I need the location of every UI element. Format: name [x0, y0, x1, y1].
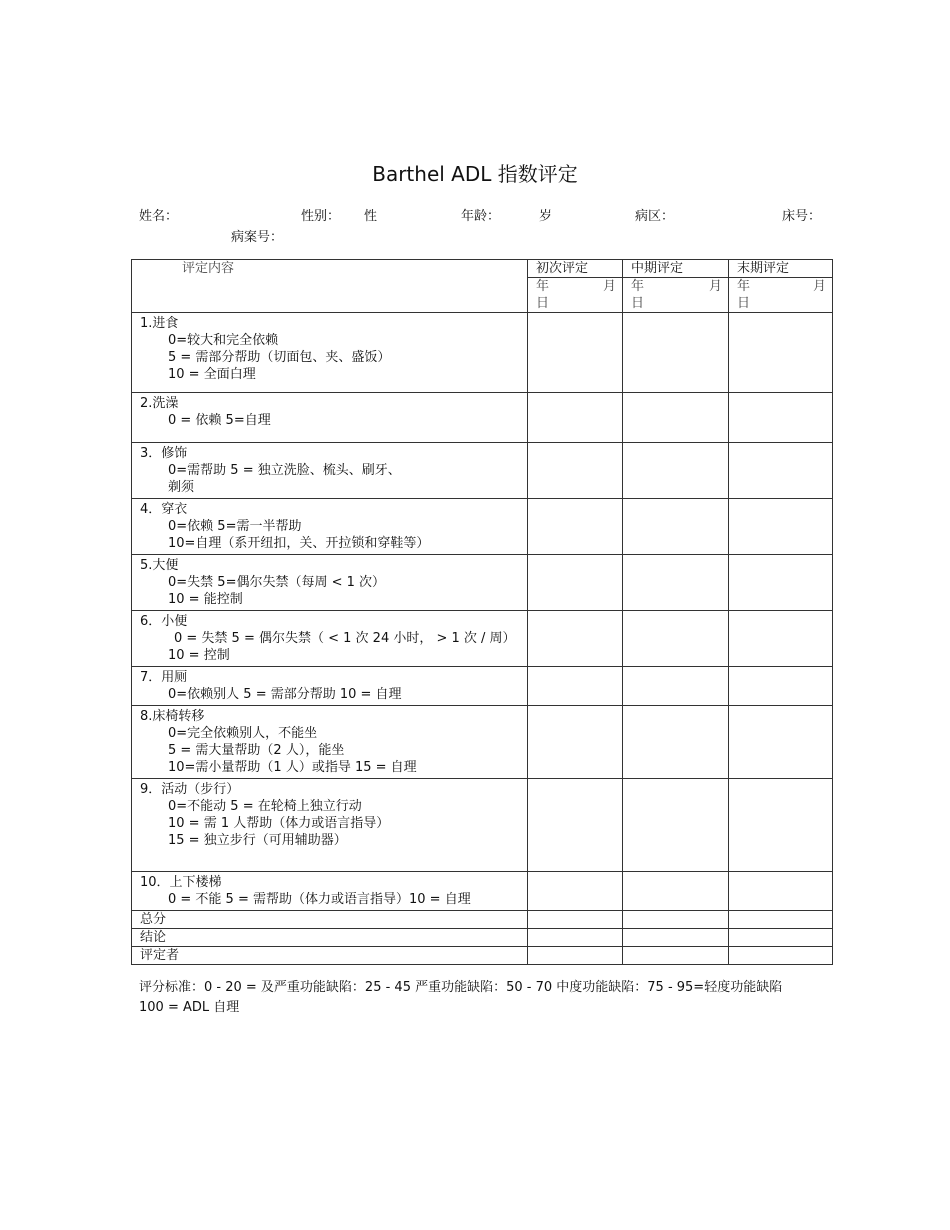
score-cell[interactable]: [729, 313, 833, 393]
score-cell[interactable]: [729, 667, 833, 706]
item-stairs: [132, 872, 528, 911]
total-label: 总分: [132, 911, 528, 929]
score-cell[interactable]: [623, 393, 729, 443]
age-unit: 岁: [539, 209, 553, 224]
evaluator-label: 评定者: [132, 947, 528, 965]
item-title: 6．小便: [140, 614, 188, 629]
first-eval-header: 初次评定: [528, 260, 623, 278]
score-cell[interactable]: [729, 555, 833, 611]
score-cell[interactable]: [623, 443, 729, 499]
score-cell[interactable]: [729, 911, 833, 929]
item-line: 10=自理（系开纽扣，关、开拉锁和穿鞋等）: [168, 536, 430, 551]
score-cell[interactable]: [729, 443, 833, 499]
age-label: 年龄：: [461, 209, 501, 224]
item-line: 10 = 需 1 人帮助（体力或语言指导）: [168, 816, 390, 831]
barthel-table: [131, 259, 833, 965]
score-cell[interactable]: [729, 872, 833, 911]
item-line: 0=依赖别人 5 = 需部分帮助 10 = 自理: [168, 687, 402, 702]
item-title: 7．用厕: [140, 670, 188, 685]
score-cell[interactable]: [528, 706, 623, 779]
item-bowel: [132, 555, 528, 611]
table-row: [132, 393, 833, 443]
item-line: 0=完全依赖别人，不能坐: [168, 726, 318, 741]
score-cell[interactable]: [623, 611, 729, 667]
score-cell[interactable]: [528, 499, 623, 555]
table-row: [132, 313, 833, 393]
item-line: 10 = 能控制: [168, 592, 243, 607]
item-line: 0=较大和完全依赖: [168, 333, 279, 348]
table-row: [132, 443, 833, 499]
score-cell[interactable]: [623, 313, 729, 393]
page-title: Barthel ADL 指数评定: [372, 162, 578, 186]
month-label: 月: [708, 279, 722, 294]
item-toilet: [132, 667, 528, 706]
sex-label: 性别：: [301, 209, 341, 224]
ward-label: 病区：: [635, 209, 675, 224]
table-row: [132, 929, 833, 947]
item-line: 10 = 全面白理: [168, 367, 256, 382]
scoring-standard: 评分标准：0 - 20 = 及严重功能缺陷：25 - 45 严重功能缺陷：50 - 70 中度功能缺陷：75 - 95=轻度功能缺陷: [139, 980, 783, 995]
score-cell[interactable]: [729, 611, 833, 667]
score-cell[interactable]: [528, 393, 623, 443]
score-cell[interactable]: [528, 611, 623, 667]
item-title: 1.进食: [140, 316, 179, 331]
content-header: 评定内容: [132, 260, 528, 313]
score-cell[interactable]: [528, 911, 623, 929]
item-title: 8.床椅转移: [140, 709, 205, 724]
score-cell[interactable]: [528, 779, 623, 872]
item-line: 10 = 控制: [168, 648, 230, 663]
score-cell[interactable]: [623, 872, 729, 911]
item-mobility: [132, 779, 528, 872]
item-line: 15 = 独立步行（可用辅助器）: [168, 833, 347, 848]
score-cell[interactable]: [729, 706, 833, 779]
item-line: 10=需小量帮助（1 人）或指导 15 = 自理: [168, 760, 417, 775]
score-cell[interactable]: [528, 555, 623, 611]
score-cell[interactable]: [528, 667, 623, 706]
score-cell[interactable]: [623, 947, 729, 965]
item-line: 0 = 失禁 5 = 偶尔失禁（ < 1 次 24 小时， > 1 次 / 周）: [174, 631, 516, 646]
conclusion-label: 结论: [132, 929, 528, 947]
item-title: 5.大便: [140, 558, 179, 573]
day-label: 日: [737, 296, 751, 311]
table-row: [132, 779, 833, 872]
score-cell[interactable]: [729, 929, 833, 947]
record-number-label: 病案号：: [231, 230, 284, 245]
item-bladder: [132, 611, 528, 667]
score-cell[interactable]: [729, 779, 833, 872]
item-title: 2.洗澡: [140, 396, 179, 411]
score-cell[interactable]: [528, 929, 623, 947]
score-cell[interactable]: [729, 393, 833, 443]
item-bathing: [132, 393, 528, 443]
score-cell[interactable]: [623, 779, 729, 872]
year-label: 年: [737, 279, 751, 294]
score-cell[interactable]: [729, 499, 833, 555]
first-eval-date: [528, 278, 623, 313]
year-label: 年: [631, 279, 645, 294]
score-cell[interactable]: [528, 443, 623, 499]
table-row: [132, 555, 833, 611]
table-row: [132, 667, 833, 706]
table-row: [132, 947, 833, 965]
item-line: 剃须: [168, 480, 195, 495]
item-title: 3．修饰: [140, 446, 188, 461]
mid-eval-header: 中期评定: [623, 260, 729, 278]
month-label: 月: [812, 279, 826, 294]
score-cell[interactable]: [623, 911, 729, 929]
day-label: 日: [631, 296, 645, 311]
item-eating: [132, 313, 528, 393]
item-line: 5 = 需部分帮助（切面包、夹、盛饭）: [168, 350, 391, 365]
day-label: 日: [536, 296, 550, 311]
score-cell[interactable]: [528, 872, 623, 911]
final-eval-date: [729, 278, 833, 313]
item-line: 0 = 不能 5 = 需帮助（体力或语言指导）10 = 自理: [168, 892, 471, 907]
table-row: [132, 911, 833, 929]
score-cell[interactable]: [623, 929, 729, 947]
mid-eval-date: [623, 278, 729, 313]
score-cell[interactable]: [528, 313, 623, 393]
item-line: 0=需帮助 5 = 独立洗脸、梳头、刷牙、: [168, 463, 401, 478]
item-line: 5 = 需大量帮助（2 人），能坐: [168, 743, 345, 758]
item-line: 0=不能动 5 = 在轮椅上独立行动: [168, 799, 362, 814]
score-cell[interactable]: [623, 667, 729, 706]
final-eval-header: 末期评定: [729, 260, 833, 278]
item-line: 0 = 依赖 5=自理: [168, 413, 271, 428]
item-dressing: [132, 499, 528, 555]
year-label: 年: [536, 279, 550, 294]
item-title: 9．活动（步行）: [140, 782, 240, 797]
score-cell[interactable]: [729, 947, 833, 965]
item-line: 0=依赖 5=需一半帮助: [168, 519, 302, 534]
bed-label: 床号：: [782, 209, 822, 224]
item-title: 4．穿衣: [140, 502, 188, 517]
month-label: 月: [602, 279, 616, 294]
scoring-standard-cont: 100 = ADL 自理: [139, 1000, 240, 1015]
item-title: 10．上下楼梯: [140, 875, 222, 890]
score-cell[interactable]: [623, 706, 729, 779]
table-row: [132, 706, 833, 779]
table-row: [132, 872, 833, 911]
item-grooming: [132, 443, 528, 499]
score-cell[interactable]: [528, 947, 623, 965]
table-row: [132, 611, 833, 667]
item-line: 0=失禁 5=偶尔失禁（每周 < 1 次）: [168, 575, 386, 590]
score-cell[interactable]: [623, 555, 729, 611]
sex-value: 性: [364, 209, 378, 224]
table-row: [132, 499, 833, 555]
score-cell[interactable]: [623, 499, 729, 555]
item-transfer: [132, 706, 528, 779]
name-label: 姓名：: [139, 209, 179, 224]
